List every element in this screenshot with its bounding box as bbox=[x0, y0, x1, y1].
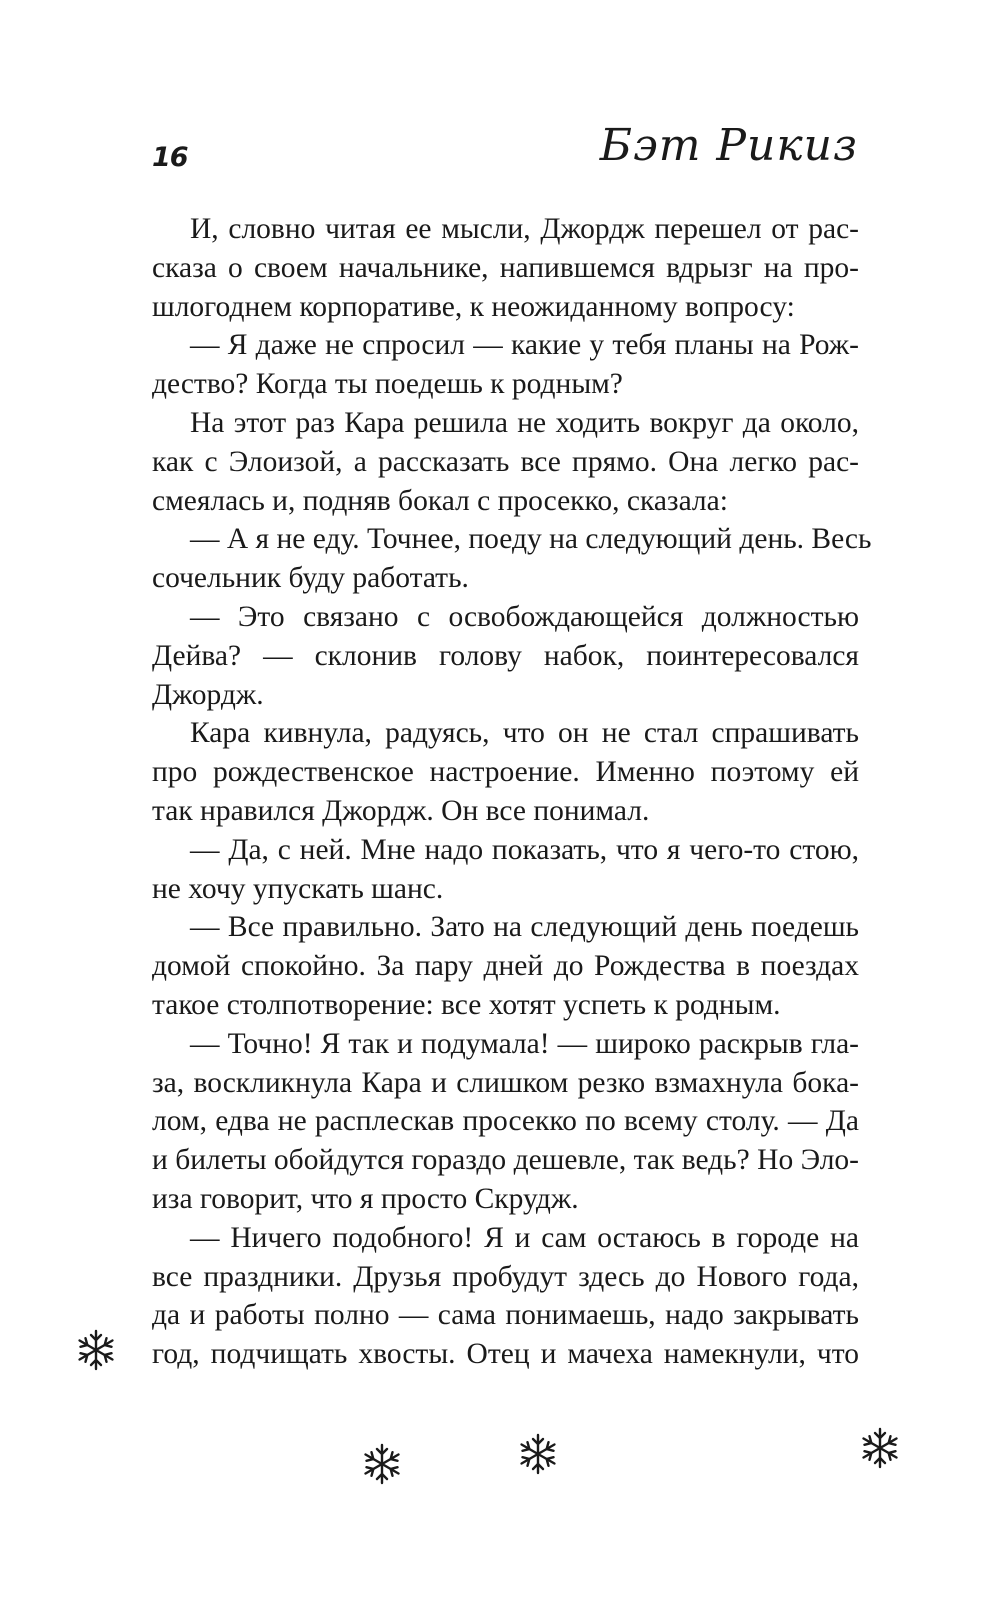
text-line: лом, едва не расплескав просекко по всему столу. — Да bbox=[152, 1105, 859, 1138]
text-line: — Это связано с освобождающейся должностью bbox=[190, 600, 859, 633]
page-number: 16 bbox=[152, 142, 188, 173]
text-line: да и работы полно — сама понимаешь, надо закрывать bbox=[152, 1299, 859, 1332]
text-line: Джордж. bbox=[152, 678, 264, 711]
text-line: Кара кивнула, радуясь, что он не стал спрашивать bbox=[190, 717, 859, 750]
text-line: — Точно! Я так и подумала! — широко раскрыв гла- bbox=[190, 1027, 859, 1060]
snowflake-icon bbox=[360, 1442, 404, 1486]
text-line: все праздники. Друзья пробудут здесь до Нового года, bbox=[152, 1260, 859, 1293]
text-line: сочельник буду работать. bbox=[152, 562, 469, 595]
text-line: не хочу упускать шанс. bbox=[152, 872, 444, 905]
snowflake-icon bbox=[74, 1328, 118, 1372]
text-line: — Все правильно. Зато на следующий день поедешь bbox=[190, 911, 859, 944]
text-line: шлогоднем корпоративе, к неожиданному вопросу: bbox=[152, 290, 795, 323]
text-line: как с Элоизой, а рассказать все прямо. Она легко рас- bbox=[152, 445, 859, 478]
text-line: — А я не еду. Точнее, поеду на следующий день. Весь bbox=[190, 523, 872, 556]
text-line: такое столпотворение: все хотят успеть к родным. bbox=[152, 988, 781, 1021]
text-line: за, воскликнула Кара и слишком резко взмахнула бока- bbox=[152, 1066, 859, 1099]
text-line: Дейва? — склонив голову набок, поинтересовался bbox=[152, 639, 859, 672]
text-line: — Ничего подобного! Я и сам остаюсь в городе на bbox=[190, 1221, 859, 1254]
text-line: так нравился Джордж. Он все понимал. bbox=[152, 794, 650, 827]
text-line: сказа о своем начальнике, напившемся вдрызг на про- bbox=[152, 251, 859, 284]
text-line: про рождественское настроение. Именно поэтому ей bbox=[152, 756, 859, 789]
text-line: — Я даже не спросил — какие у тебя планы на Рож- bbox=[190, 329, 859, 362]
snowflake-icon bbox=[516, 1432, 560, 1476]
text-line: и билеты обойдутся гораздо дешевле, так ведь? Но Эло- bbox=[152, 1144, 859, 1177]
text-line: год, подчищать хвосты. Отец и мачеха намекнули, что bbox=[152, 1338, 859, 1371]
text-line: дество? Когда ты поедешь к родным? bbox=[152, 368, 623, 401]
text-line: На этот раз Кара решила не ходить вокруг да около, bbox=[190, 406, 859, 439]
text-line: домой спокойно. За пару дней до Рождества в поездах bbox=[152, 950, 859, 983]
snowflake-icon bbox=[858, 1426, 902, 1470]
body-text bbox=[152, 210, 872, 1374]
text-line: — Да, с ней. Мне надо показать, что я чего-то стою, bbox=[190, 833, 859, 866]
text-line: иза говорит, что я просто Скрудж. bbox=[152, 1182, 579, 1215]
text-line: смеялась и, подняв бокал с просекко, сказала: bbox=[152, 484, 728, 517]
text-line: И, словно читая ее мысли, Джордж перешел от рас- bbox=[190, 213, 859, 245]
running-head-author: Бэт Рикиз bbox=[599, 120, 858, 171]
